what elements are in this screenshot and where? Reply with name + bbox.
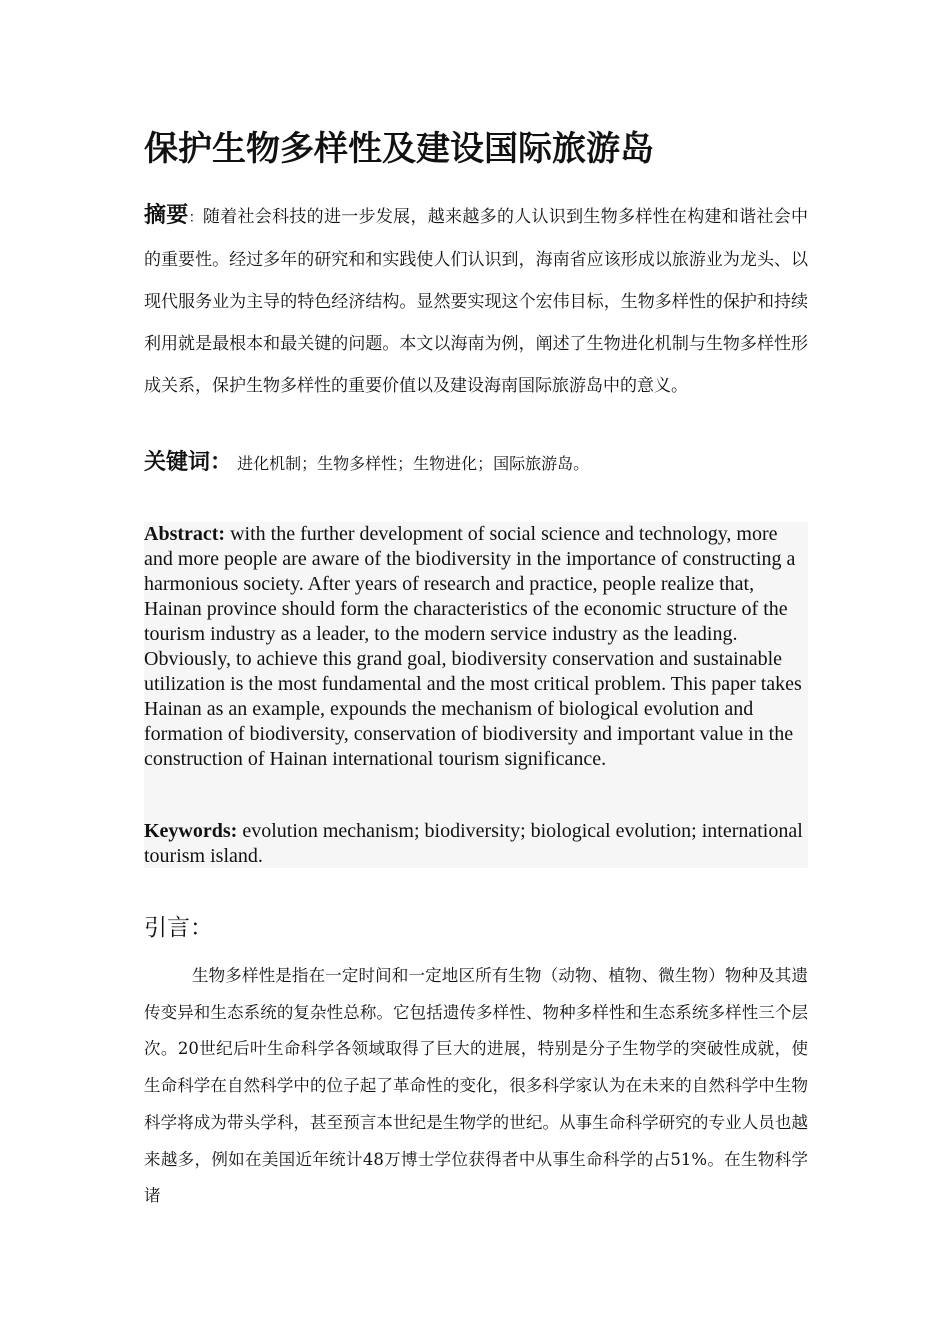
chinese-keywords [144, 443, 808, 484]
english-abstract-text: with the further development of social science and technology, more and more people are aware of the biodiversity in the importance of constructing a harmonious society. After years of research and practice, people realize that, Hainan province should form the characteristics of the economic structure of the tourism industry as a leader, to the modern service industry as the leading. Obviously, to achieve this grand goal, biodiversity conservation and sustainable utilization is the most fundamental and the most critical problem. This paper takes Hainan as an example, expounds the mechanism of biological evolution and formation of biodiversity, conservation of biodiversity and important value in the construction of Hainan international tourism significance. [144, 523, 802, 770]
english-abstract-label: Abstract: [144, 523, 226, 545]
document-title: 保护生物多样性及建设国际旅游岛 [144, 129, 654, 169]
english-keywords-label: Keywords: [144, 820, 238, 842]
english-keywords-text: evolution mechanism; biodiversity; biological evolution; international tourism island. [144, 820, 803, 867]
chinese-keywords-text: 进化机制；生物多样性；生物进化；国际旅游岛。 [237, 454, 590, 473]
chinese-abstract-colon: ： [188, 210, 203, 226]
chinese-abstract [144, 195, 808, 407]
english-abstract [144, 522, 808, 772]
chinese-abstract-label: 摘要 [144, 203, 189, 228]
introduction-heading: 引言： [144, 915, 213, 941]
chinese-abstract-text: 随着社会科技的进一步发展，越来越多的人认识到生物多样性在构建和谐社会中的重要性。经过多年的研究和和实践使人们认识到，海南省应该形成以旅游业为龙头、以现代服务业为主导的特色经济结构。显然要实现这个宏伟目标，生物多样性的保护和持续利用就是最根本和最关键的问题。本文以海南为例，阐述了生物进化机制与生物多样性形成关系，保护生物多样性的重要价值以及建设海南国际旅游岛中的意义。 [144, 207, 808, 396]
introduction-paragraph: 生物多样性是指在一定时间和一定地区所有生物（动物、植物、微生物）物种及其遗传变异和生态系统的复杂性总称。它包括遗传多样性、物种多样性和生态系统多样性三个层次。20世纪后叶生命科学各领域取得了巨大的进展，特别是分子生物学的突破性成就，使生命科学在自然科学中的位子起了革命性的变化，很多科学家认为在未来的自然科学中生物科学将成为带头学科，甚至预言本世纪是生物学的世纪。从事生命科学研究的专业人员也越来越多，例如在美国近年统计48万博士学位获得者中从事生命科学的占51%。在生物科学诸 [144, 966, 808, 1206]
english-keywords [144, 819, 808, 869]
chinese-keywords-label: 关键词： [144, 450, 233, 475]
